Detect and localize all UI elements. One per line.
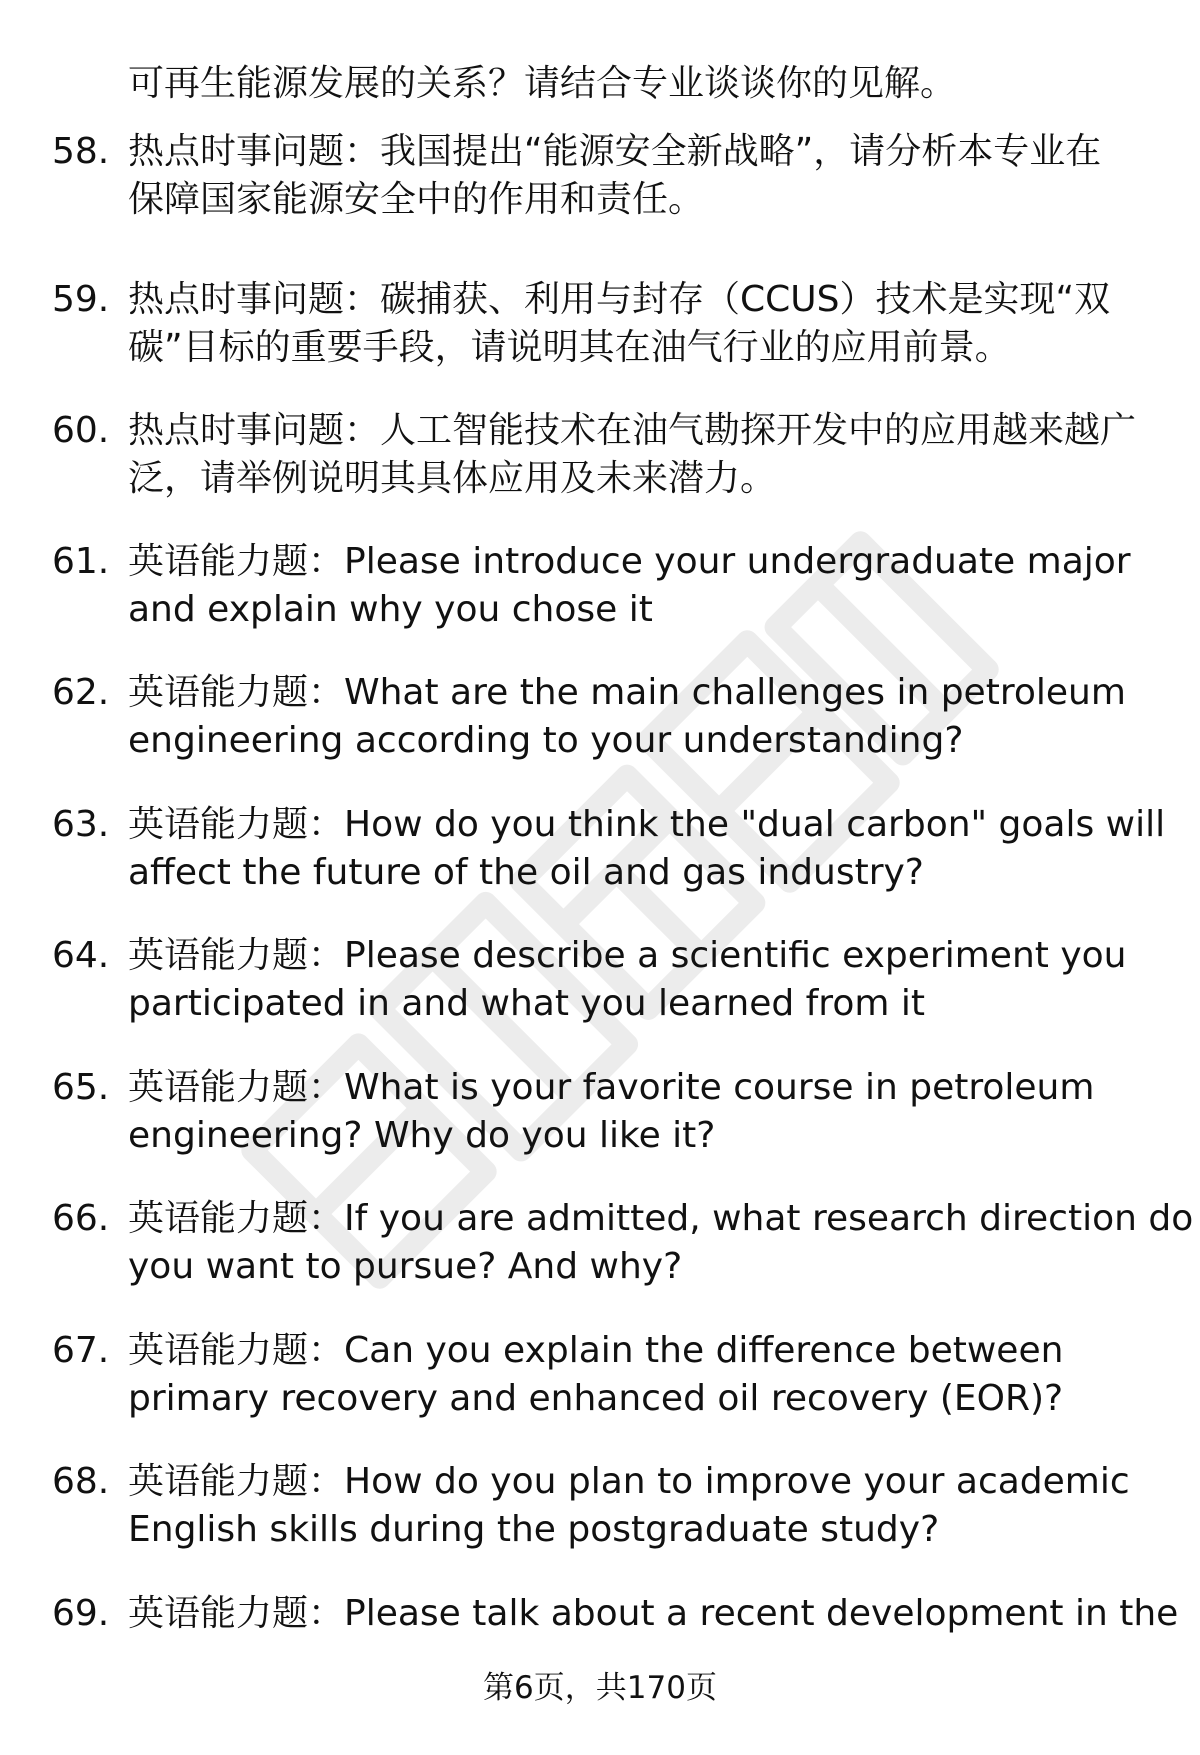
question-line: engineering? Why do you like it? [128,1115,716,1156]
question-text [128,1590,1179,1638]
list-item [52,1327,1162,1427]
question-text [128,1327,1158,1423]
question-number: 66. [52,1198,110,1239]
question-line: English skills during the postgraduate study? [128,1509,940,1550]
question-number: 68. [52,1461,110,1502]
page-footer: 第6页，共170页 [483,1670,717,1706]
question-line: 热点时事问题：碳捕获、利用与封存（CCUS）技术是实现“双 [128,279,1111,320]
question-text [128,1458,1158,1554]
list-item [52,1590,1179,1642]
continuation-text: 可再生能源发展的关系？请结合专业谈谈你的见解。 [128,63,957,104]
question-line: 英语能力题：If you are admitted, what research direction do [128,1198,1194,1239]
list-item [52,1064,1162,1164]
question-line: 英语能力题：How do you plan to improve your academic [128,1461,1130,1502]
question-line: you want to pursue? And why? [128,1246,683,1287]
list-item [52,128,1162,228]
question-line: 碳”目标的重要手段，请说明其在油气行业的应用前景。 [128,327,1011,368]
question-text [128,538,1158,634]
question-line: participated in and what you learned from it [128,983,925,1024]
question-line: 保障国家能源安全中的作用和责任。 [128,179,705,220]
list-item [52,1458,1162,1558]
question-number: 67. [52,1330,110,1371]
question-line: 英语能力题：Can you explain the difference between [128,1330,1064,1371]
question-line: engineering according to your understanding? [128,720,964,761]
question-line: 泛，请举例说明其具体应用及未来潜力。 [128,458,777,499]
question-number: 58. [52,131,110,172]
question-number: 64. [52,935,110,976]
question-line: 英语能力题：Please describe a scientific experiment you [128,935,1127,976]
question-line: 英语能力题：Please talk about a recent development in the [128,1593,1179,1634]
question-number: 69. [52,1593,110,1634]
question-number: 60. [52,410,110,451]
question-number: 59. [52,279,110,320]
question-line: and explain why you chose it [128,589,653,630]
question-text [128,128,1158,224]
question-line: affect the future of the oil and gas industry? [128,852,924,893]
question-number: 62. [52,672,110,713]
question-text [128,1195,1194,1291]
question-text [128,276,1158,372]
question-line: primary recovery and enhanced oil recovery (EOR)? [128,1378,1064,1419]
question-text [128,932,1158,1028]
question-line: 热点时事问题：我国提出“能源安全新战略”，请分析本专业在 [128,131,1102,172]
question-line: 英语能力题：What is your favorite course in petroleum [128,1067,1095,1108]
question-line: 英语能力题：How do you think the "dual carbon" goals will [128,804,1166,845]
question-text [128,1064,1158,1160]
question-line: 英语能力题：What are the main challenges in petroleum [128,672,1126,713]
question-line: 热点时事问题：人工智能技术在油气勘探开发中的应用越来越广 [128,410,1137,451]
question-text [128,801,1166,897]
question-text [128,407,1158,503]
list-item [52,801,1166,901]
list-item [52,1195,1194,1295]
question-line: 英语能力题：Please introduce your undergraduate major [128,541,1131,582]
list-item [52,538,1162,638]
question-number: 61. [52,541,110,582]
list-item [52,932,1162,1032]
question-text [128,669,1158,765]
question-number: 65. [52,1067,110,1108]
list-item [52,407,1162,507]
list-item [52,276,1162,376]
question-number: 63. [52,804,110,845]
list-item [52,669,1162,769]
